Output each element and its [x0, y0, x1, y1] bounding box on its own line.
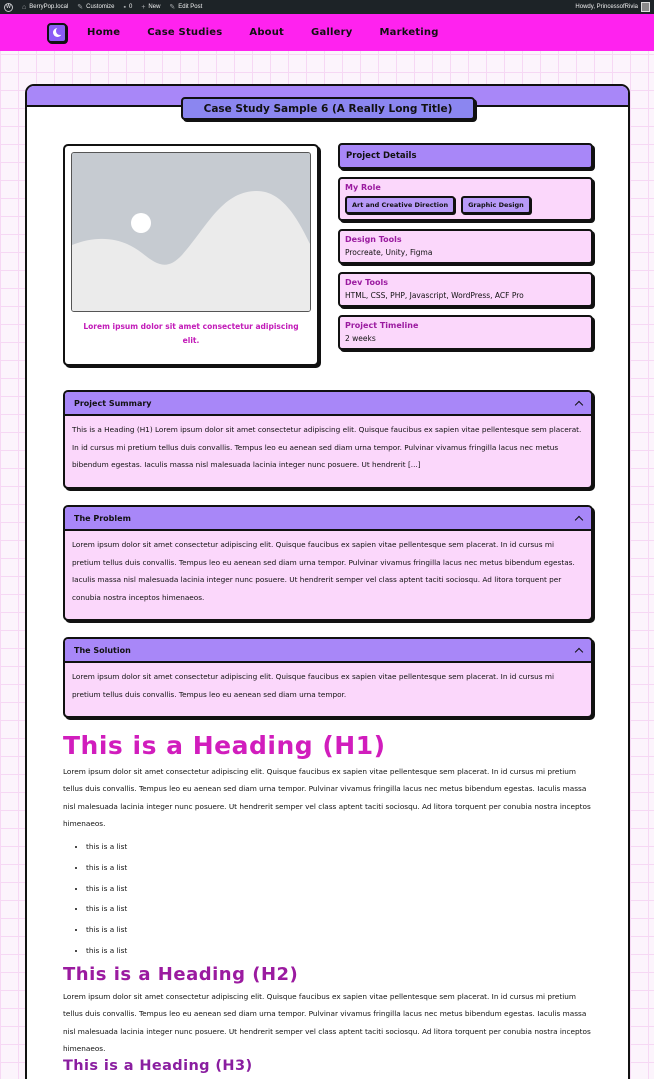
wordpress-icon: W: [4, 3, 13, 12]
chevron-up-icon[interactable]: [575, 648, 583, 656]
project-details: [338, 143, 593, 358]
heading-h3: This is a Heading (H3): [63, 1058, 253, 1074]
project-details-heading: Project Details: [338, 143, 593, 169]
nav-case-studies[interactable]: Case Studies: [147, 27, 223, 38]
customize-link[interactable]: [77, 3, 114, 11]
home-icon: ⌂: [22, 3, 27, 11]
avatar: [641, 2, 650, 12]
dev-tools-label: Dev Tools: [345, 278, 388, 287]
admin-bar: [0, 0, 654, 14]
main-navigation: [0, 14, 654, 51]
accordion-header[interactable]: [65, 392, 591, 416]
chevron-up-icon[interactable]: [575, 516, 583, 524]
brush-icon: ✎: [77, 4, 84, 11]
list-item: • this is a list: [86, 837, 127, 858]
accordion-header[interactable]: [65, 639, 591, 663]
customize-label: Customize: [86, 4, 115, 10]
accordion-the-solution: [63, 637, 593, 718]
my-role-box: [338, 177, 593, 221]
my-role-label: My Role: [345, 183, 381, 192]
nav-about[interactable]: About: [249, 27, 285, 38]
pencil-icon: ✎: [169, 4, 176, 11]
accordion-project-summary: [63, 390, 593, 489]
case-study-card: [25, 84, 630, 1079]
moon-icon: [53, 28, 62, 37]
heading-h1: This is a Heading (H1): [63, 731, 386, 760]
plus-icon: +: [141, 3, 146, 11]
page-title: Case Study Sample 6 (A Really Long Title): [181, 97, 475, 120]
list-item: • this is a list: [86, 899, 127, 920]
paragraph: Lorem ipsum dolor sit amet consectetur adipiscing elit. Quisque faucibus ex sapien vitae pellentesque sem placerat. In id cursus mi pretium tellus duis convallis. Tempus leo eu aenean sed diam urna tempor. Pulvinar vivamus fringilla lacus nec metus bibendum egestas. Iaculis massa nisl malesuada lacinia integer nunc posuere. Ut hendrerit semper vel class aptent taciti sociosqu. Ad litora torquent per conubia nostra inceptos himenaeos.: [63, 992, 591, 1053]
timeline-value: 2 weeks: [345, 334, 376, 343]
list-item: • this is a list: [86, 920, 127, 941]
edit-post-label: Edit Post: [178, 4, 203, 10]
nav-gallery[interactable]: Gallery: [311, 27, 353, 38]
design-tools-value: Procreate, Unity, Figma: [345, 248, 433, 257]
image-placeholder-icon: [71, 152, 311, 312]
new-label: New: [148, 4, 161, 10]
featured-image-box: [63, 144, 319, 366]
edit-post-link[interactable]: [169, 3, 202, 11]
timeline-label: Project Timeline: [345, 321, 419, 330]
accordion-body: Lorem ipsum dolor sit amet consectetur adipiscing elit. Quisque faucibus ex sapien vitae pellentesque sem placerat. In id cursus mi pretium tellus duis convallis. Tempus leo eu aenean sed diam urna tempor. Pulvinar vivamus fringilla lacus nec metus bibendum egestas. Iaculis massa nisl malesuada lacinia integer nunc posuere. Ut hendrerit semper vel class aptent taciti sociosqu. Ad litora torquent per conubia nostra inceptos himenaeos.: [72, 540, 575, 602]
list-item: • this is a list: [86, 858, 127, 879]
timeline-box: [338, 315, 593, 350]
accordion-title: The Solution: [74, 645, 131, 655]
accordion-header[interactable]: [65, 507, 591, 531]
howdy-text: Howdy, PrincessofRivia: [575, 4, 638, 10]
accordion-the-problem: [63, 505, 593, 621]
nav-marketing[interactable]: Marketing: [379, 27, 439, 38]
list-item: • this is a list: [86, 879, 127, 900]
chevron-up-icon[interactable]: [575, 401, 583, 409]
site-logo-button[interactable]: [47, 23, 67, 43]
heading-h2: This is a Heading (H2): [63, 964, 299, 985]
accordion-body: Lorem ipsum dolor sit amet consectetur adipiscing elit. Quisque faucibus ex sapien vitae pellentesque sem placerat. In id cursus mi pretium tellus duis convallis. Tempus leo eu aenean sed diam urna tempor.: [72, 672, 555, 699]
comment-icon: ▪: [123, 3, 126, 11]
wp-logo-menu[interactable]: [4, 3, 13, 12]
new-content-link[interactable]: [141, 4, 160, 11]
accordion-body: This is a Heading (H1) Lorem ipsum dolor sit amet consectetur adipiscing elit. Quisque faucibus ex sapien vitae pellentesque sem placerat. In id cursus mi pretium tellus duis convallis. Tempus leo eu aenean sed diam urna tempor. Pulvinar vivamus fringilla lacus nec metus bibendum egestas. Iaculis massa nisl malesuada lacinia integer nunc posuere. Ut hendrerit [...]: [72, 425, 582, 469]
site-name-link[interactable]: [22, 4, 68, 11]
my-account-menu[interactable]: [575, 2, 650, 12]
accordion-title: Project Summary: [74, 398, 152, 408]
accordion-title: The Problem: [74, 513, 131, 523]
bullet-list: [79, 837, 127, 962]
role-chip[interactable]: Graphic Design: [461, 196, 531, 214]
paragraph: Lorem ipsum dolor sit amet consectetur adipiscing elit. Quisque faucibus ex sapien vitae pellentesque sem placerat. In id cursus mi pretium tellus duis convallis. Tempus leo eu aenean sed diam urna tempor. Pulvinar vivamus fringilla lacus nec metus bibendum egestas. Iaculis massa nisl malesuada lacinia integer nunc posuere. Ut hendrerit semper vel class aptent taciti sociosqu. Ad litora torquent per conubia nostra inceptos himenaeos.: [63, 767, 591, 828]
site-name: BerryPop.local: [29, 4, 69, 10]
list-item: • this is a list: [86, 941, 127, 962]
dev-tools-value: HTML, CSS, PHP, Javascript, WordPress, ACF Pro: [345, 291, 524, 300]
comments-link[interactable]: [123, 4, 132, 11]
design-tools-label: Design Tools: [345, 235, 402, 244]
dev-tools-box: [338, 272, 593, 307]
comments-count: 0: [128, 4, 133, 10]
design-tools-box: [338, 229, 593, 264]
role-chip[interactable]: Art and Creative Direction: [345, 196, 455, 214]
image-caption: Lorem ipsum dolor sit amet consectetur adipiscing elit.: [83, 322, 299, 345]
nav-home[interactable]: Home: [87, 27, 121, 38]
